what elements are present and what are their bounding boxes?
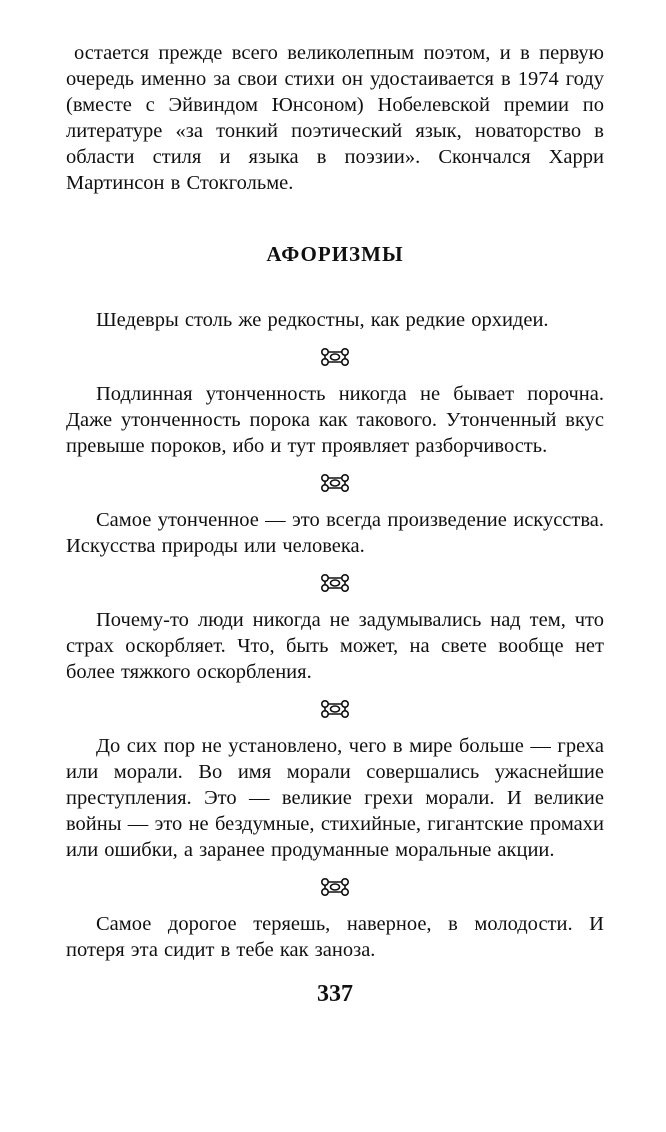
knot-ornament-icon	[66, 472, 604, 494]
section-heading: АФОРИЗМЫ	[266, 242, 404, 266]
aphorism-text: Самое дорогое теряешь, наверное, в молодости. И потеря эта сидит в тебе как заноза.	[66, 913, 604, 961]
aphorism-text: До сих пор не установлено, чего в мире больше — греха или морали. Во имя морали совершались ужаснейшие преступления. Это — великие грехи морали. И великие войны — это не бездумные, стихийные, гигантские промахи или ошибки, а заранее продуманные моральные акции.	[66, 735, 604, 861]
aphorism-text: Шедевры столь же редкостны, как редкие орхидеи.	[96, 309, 549, 331]
knot-ornament-icon	[66, 876, 604, 898]
knot-ornament-icon	[66, 572, 604, 594]
intro-paragraph: остается прежде всего великолепным поэтом, и в первую очередь именно за свои стихи он удостаивается в 1974 году (вместе с Эйвиндом Юнсоном) Нобелевской премии по литературе «за тонкий поэтический язык, новаторство в области стиля и языка в поэзии». Скончался Харри Мартинсон в Стокгольме.	[66, 42, 604, 194]
knot-ornament-icon	[66, 346, 604, 368]
aphorism-text: Подлинная утонченность никогда не бывает порочна. Даже утонченность порока как такового. Утонченный вкус превыше пороков, ибо и тут проявляет разборчивость.	[66, 383, 604, 457]
aphorism-text: Почему-то люди никогда не задумывались над тем, что страх оскорбляет. Что, быть может, на свете вообще нет более тяжкого оскорбления.	[66, 609, 604, 683]
knot-ornament-icon	[66, 698, 604, 720]
aphorism-text: Самое утонченное — это всегда произведение искусства. Искусства природы или человека.	[66, 509, 604, 557]
page-number: 337	[317, 981, 353, 1007]
